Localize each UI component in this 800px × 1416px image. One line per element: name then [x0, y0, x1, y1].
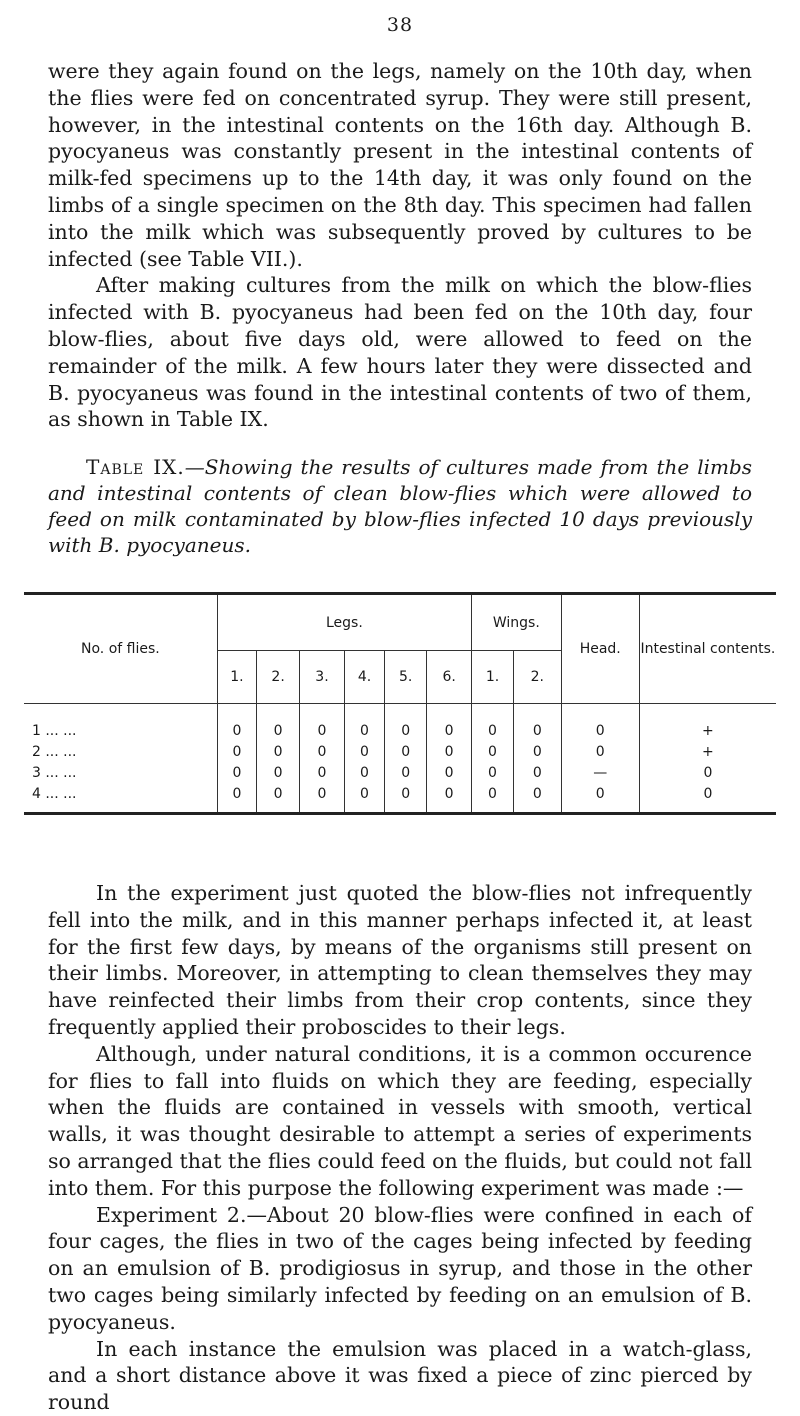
header-wing-1: 1. — [472, 651, 514, 704]
header-leg-5: 5. — [385, 651, 427, 704]
header-leg-2: 2. — [257, 651, 300, 704]
cell-head: 0 — [561, 741, 639, 762]
cell-leg-2: 0 — [257, 704, 300, 742]
cell-head: 0 — [561, 783, 639, 814]
cell-intestinal: 0 — [639, 783, 776, 814]
cell-wing-2: 0 — [514, 704, 562, 742]
cell-leg-4: 0 — [344, 704, 384, 742]
header-head: Head. — [561, 594, 639, 704]
paragraph-6: In each instance the emulsion was placed in a watch-glass, and a short distance above it was fixed a piece of zinc pierced by round — [48, 1336, 752, 1415]
paragraph-3: In the experiment just quoted the blow-flies not infrequently fell into the milk, and in this manner perhaps infected it, at least for the first few days, by means of the organisms still present on their limbs. Moreover, in attempting to clean themselves they may have reinfected their limbs from their crop contents, since they frequently applied their proboscides to their legs. — [48, 881, 752, 1039]
cell-intestinal: + — [639, 741, 776, 762]
table-caption — [48, 454, 752, 558]
cell-head: — — [561, 762, 639, 783]
cell-leg-1: 0 — [217, 704, 256, 742]
cell-leg-5: 0 — [385, 762, 427, 783]
cell-leg-2: 0 — [257, 783, 300, 814]
cell-leg-5: 0 — [385, 783, 427, 814]
cell-leg-3: 0 — [300, 741, 345, 762]
cell-leg-3: 0 — [300, 704, 345, 742]
cell-wing-2: 0 — [514, 783, 562, 814]
cell-head: 0 — [561, 704, 639, 742]
table-row — [24, 762, 776, 783]
fly-number: 4 ... ... — [24, 783, 217, 814]
fly-number: 1 ... ... — [32, 722, 77, 739]
results-table — [24, 592, 776, 815]
cell-wing-2: 0 — [514, 762, 562, 783]
cell-leg-6: 0 — [427, 783, 472, 814]
cell-leg-3: 0 — [300, 783, 345, 814]
fly-number: 2 ... ... — [32, 743, 77, 760]
paragraph-1: were they again found on the legs, namely on the 10th day, when the flies were fed on concentrated syrup. They were still present, however, in the intestinal contents on the 16th day. Although B. pyocyaneus was constantly present in the intestinal contents of milk-fed specimens up to the 14th day, it was only found on the limbs of a single specimen on the 8th day. This specimen had fallen into the milk which was subsequently proved by cultures to be infected (see Table VII.). — [48, 59, 752, 271]
cell-leg-3: 0 — [300, 762, 345, 783]
paragraph-4: Although, under natural conditions, it is a common occurence for flies to fall into fluids on which they are feeding, especially when the fluids are contained in vessels with smooth, vertical walls, it was thought desirable to attempt a series of experiments so arranged that the flies could feed on the fluids, but could not fall into them. For this purpose the following experiment was made :— — [48, 1041, 752, 1200]
header-wing-2: 2. — [514, 651, 562, 704]
cell-leg-5: 0 — [385, 741, 427, 762]
cell-intestinal: 0 — [639, 762, 776, 783]
cell-leg-4: 0 — [344, 783, 384, 814]
table-row — [24, 704, 776, 742]
cell-intestinal: + — [639, 704, 776, 742]
cell-wing-1: 0 — [472, 783, 514, 814]
header-leg-1: 1. — [217, 651, 256, 704]
header-leg-3: 3. — [300, 651, 345, 704]
header-legs: Legs. — [217, 594, 471, 651]
body-text-bottom — [48, 880, 752, 1416]
table-ix — [24, 592, 776, 815]
header-wings: Wings. — [472, 594, 562, 651]
cell-wing-1: 0 — [472, 741, 514, 762]
cell-leg-1: 0 — [217, 741, 256, 762]
header-intestinal: Intestinal contents. — [639, 594, 776, 704]
cell-leg-6: 0 — [427, 704, 472, 742]
header-flies: No. of flies. — [24, 594, 217, 704]
cell-leg-1: 0 — [217, 783, 256, 814]
paragraph-2: After making cultures from the milk on which the blow-flies infected with B. pyocyaneus had been fed on the 10th day, four blow-flies, about five days old, were allowed to feed on the remainder of the milk. A few hours later they were dissected and B. pyocyaneus was found in the intestinal contents of two of them, as shown in Table IX. — [48, 273, 752, 432]
cell-wing-1: 0 — [472, 704, 514, 742]
fly-number: 3 ... ... — [32, 764, 77, 781]
cell-leg-2: 0 — [257, 741, 300, 762]
cell-wing-2: 0 — [514, 741, 562, 762]
header-leg-6: 6. — [427, 651, 472, 704]
body-text-top — [48, 58, 752, 433]
cell-leg-2: 0 — [257, 762, 300, 783]
page-number: 38 — [386, 14, 414, 36]
cell-leg-6: 0 — [427, 762, 472, 783]
paragraph-5: Experiment 2.—About 20 blow-flies were confined in each of four cages, the flies in two of the cages being infected by feeding on an emulsion of B. prodigiosus in syrup, and those in the other two cages being similarly infected by feeding on an emulsion of B. pyocyaneus. — [48, 1202, 752, 1334]
table-row — [24, 741, 776, 762]
table-caption-text: —Showing the results of cultures made from the limbs and intestinal contents of clean blow-flies which were allowed to feed on milk contaminated by blow-flies infected 10 days previously with B. pyocyaneus. — [48, 455, 753, 557]
table-caption-label: Table IX. — [86, 455, 185, 479]
cell-leg-5: 0 — [385, 704, 427, 742]
header-leg-4: 4. — [344, 651, 384, 704]
table-row — [24, 783, 776, 814]
cell-wing-1: 0 — [472, 762, 514, 783]
cell-leg-1: 0 — [217, 762, 256, 783]
cell-leg-4: 0 — [344, 762, 384, 783]
cell-leg-4: 0 — [344, 741, 384, 762]
cell-leg-6: 0 — [427, 741, 472, 762]
